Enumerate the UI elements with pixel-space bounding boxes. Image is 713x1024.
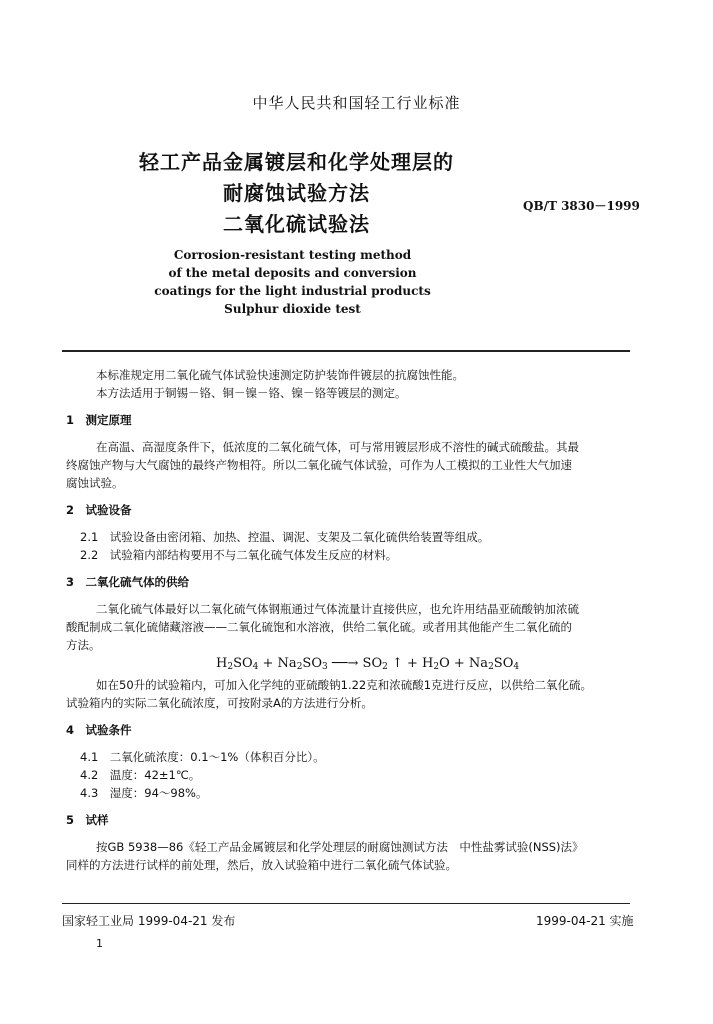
english-title-line-2: of the metal deposits and conversion xyxy=(168,266,417,280)
title-line-3: 二氧化硫试验法 xyxy=(223,212,370,236)
eq-part: ──→ SO xyxy=(327,656,383,671)
section-2-item-1: 2.1 试验设备由密闭箱、加热、控温、调泥、支架及二氧化硫供给装置等组成。 xyxy=(80,530,490,544)
section-3-heading: 3 二氧化硫气体的供给 xyxy=(66,575,190,589)
english-title-line-3: coatings for the light industrial products xyxy=(154,284,431,298)
eq-part: SO xyxy=(302,656,322,671)
section-2-item-2: 2.2 试验箱内部结构要用不与二氧化硫气体发生反应的材料。 xyxy=(80,548,398,562)
eq-part: SO xyxy=(233,656,253,671)
eq-part: ↑ + H xyxy=(387,656,434,671)
section-3-line-1: 二氧化硫气体最好以二氧化硫气体钢瓶通过气体流量计直接供应，也允许用结晶亚硫酸钠加浓硫 xyxy=(96,602,579,616)
section-1-line-3: 腐蚀试验。 xyxy=(66,476,124,490)
section-4-item-3: 4.3 湿度：94～98%。 xyxy=(80,786,208,800)
english-title-line-4: Sulphur dioxide test xyxy=(224,302,361,316)
section-4-heading: 4 试验条件 xyxy=(66,723,132,737)
publish-date: 国家轻工业局 1999-04-21 发布 xyxy=(62,914,236,928)
eq-subscript: 3 xyxy=(322,662,328,672)
section-4-item-2: 4.2 温度：42±1℃。 xyxy=(80,768,201,782)
eq-subscript: 4 xyxy=(252,662,259,672)
title-line-2: 耐腐蚀试验方法 xyxy=(223,181,370,205)
issuing-organization: 中华人民共和国轻工行业标准 xyxy=(252,94,461,112)
section-3-line-4: 如在50升的试验箱内，可加入化学纯的亚硫酸钠1.22克和浓硫酸1克进行反应，以供给二氧化硫。 xyxy=(96,678,593,692)
title-line-1: 轻工产品金属镀层和化学处理层的 xyxy=(139,150,454,174)
intro-paragraph-2: 本方法适用于铜锡－铬、铜－镍－铬、镍－铬等镀层的测定。 xyxy=(96,386,407,400)
chemical-equation xyxy=(216,656,519,672)
intro-paragraph-1: 本标准规定用二氧化硫气体试验快速测定防护装饰件镀层的抗腐蚀性能。 xyxy=(96,368,464,382)
eq-subscript: 4 xyxy=(513,662,520,672)
eq-subscript: 2 xyxy=(296,662,303,672)
section-5-heading: 5 试样 xyxy=(66,813,109,827)
eq-part: + Na xyxy=(258,656,297,671)
implementation-date: 1999-04-21 实施 xyxy=(536,914,634,928)
section-3-line-3: 方法。 xyxy=(66,638,101,652)
standard-code: QB/T 3830－1999 xyxy=(523,199,640,213)
header-divider xyxy=(62,350,630,352)
eq-subscript: 2 xyxy=(382,662,388,672)
footer-divider xyxy=(62,903,630,904)
section-2-heading: 2 试验设备 xyxy=(66,503,132,517)
section-1-heading: 1 测定原理 xyxy=(66,413,132,427)
section-3-line-2: 酸配制成二氧化硫储藏溶液——二氧化硫饱和水溶液，供给二氧化硫。或者用其他能产生二氧化硫的 xyxy=(66,620,572,634)
eq-part: H xyxy=(216,656,228,671)
eq-part: SO xyxy=(493,656,514,671)
eq-subscript: 2 xyxy=(488,662,494,672)
section-5-line-1: 按GB 5938—86《轻工产品金属镀层和化学处理层的耐腐蚀测试方法 中性盐雾试验(NSS)法》 xyxy=(96,840,584,854)
section-1-line-1: 在高温、高湿度条件下，低浓度的二氧化硫气体，可与常用镀层形成不溶性的碱式硫酸盐。其最 xyxy=(96,440,579,454)
section-3-line-5: 试验箱内的实际二氧化硫浓度，可按附录A的方法进行分析。 xyxy=(66,696,373,710)
section-1-line-2: 终腐蚀产物与大气腐蚀的最终产物相符。所以二氧化硫气体试验，可作为人工模拟的工业性大气加速 xyxy=(66,458,572,472)
eq-subscript: 2 xyxy=(433,662,440,672)
eq-subscript: 2 xyxy=(227,662,234,672)
section-4-item-1: 4.1 二氧化硫浓度：0.1～1%（体积百分比）。 xyxy=(80,750,325,764)
eq-part: O + Na xyxy=(439,656,489,671)
section-5-line-2: 同样的方法进行试样的前处理，然后，放入试验箱中进行二氧化硫气体试验。 xyxy=(66,858,457,872)
english-title-line-1: Corrosion-resistant testing method xyxy=(173,248,412,262)
page-number: 1 xyxy=(96,937,103,950)
